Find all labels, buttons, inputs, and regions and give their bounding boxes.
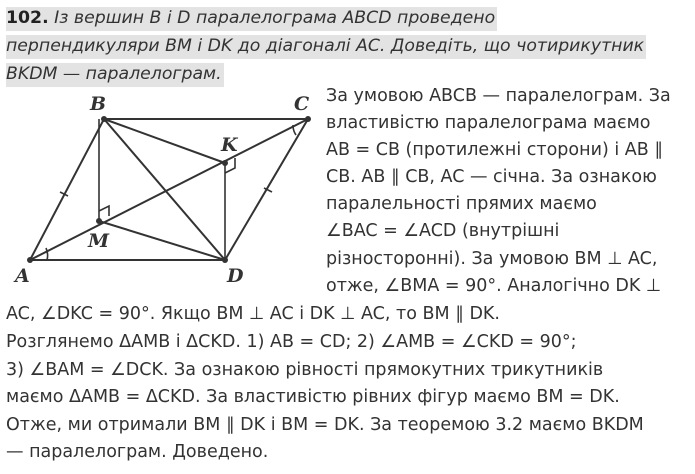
problem-statement xyxy=(6,4,645,88)
label-k: K xyxy=(221,134,238,156)
point-c xyxy=(305,116,311,122)
solution-line-5: паралельності прямих маємо xyxy=(326,194,597,214)
label-b: B xyxy=(90,93,107,115)
solution-line-3: AB = CB (протилежні сторони) і AB ∥ xyxy=(326,140,664,160)
label-a: A xyxy=(15,265,30,287)
problem-line-2: перпендикуляри BM і DK до діагоналі AC. Доведіть, що чотирикутник xyxy=(6,32,566,60)
problem-line-1: 102. Із вершин B і D паралелограма ABCD проведено xyxy=(6,4,566,32)
point-b xyxy=(101,116,107,122)
label-m: M xyxy=(88,230,110,252)
point-m xyxy=(96,218,102,224)
label-d: D xyxy=(227,265,244,287)
solution-line-14: — паралелограм. Доведено. xyxy=(6,442,269,462)
point-k xyxy=(222,160,228,166)
problem-number: 102. xyxy=(6,8,49,28)
angle-a-arc xyxy=(46,248,48,260)
solution-line-6: ∠BAC = ∠ACD (внутрішні xyxy=(326,221,560,241)
solution-line-4: CB. AB ∥ CB, AC — січна. За ознакою xyxy=(326,167,657,187)
solution-line-8: отже, ∠BMA = 90°. Аналогічно DK ⊥ xyxy=(326,276,662,296)
solution-line-9: AC, ∠DKC = 90°. Якщо BM ⊥ AC і DK ⊥ AC, то BM ∥ DK. xyxy=(6,304,500,324)
solution-line-10: Розглянемо ΔAMB і ΔCKD. 1) AB = CD; 2) ∠AMB = ∠CKD = 90°; xyxy=(6,332,577,352)
right-angle-m-mark xyxy=(99,206,109,216)
problem-line-3: BKDM — паралелограм. xyxy=(6,60,566,88)
solution-line-13: Отже, ми отримали BM ∥ DK і BM = DK. За теоремою 3.2 маємо BKDM xyxy=(6,415,644,435)
parallelogram-figure xyxy=(8,88,328,288)
point-a xyxy=(27,257,33,263)
solution-line-11: 3) ∠BAM = ∠DCK. За ознакою рівності прямокутних трикутників xyxy=(6,360,604,380)
solution-line-2: властивістю паралелограма маємо xyxy=(326,113,651,133)
solution-line-12: маємо ΔAMB = ΔCKD. За властивістю рівних фігур маємо BM = DK. xyxy=(6,387,620,407)
label-c: C xyxy=(294,93,310,115)
segment-md xyxy=(99,221,225,260)
solution-line-1: За умовою ABCB — паралелограм. За xyxy=(326,86,671,106)
point-d xyxy=(222,257,228,263)
solution-line-7: різносторонні). За умовою BM ⊥ AC, xyxy=(326,249,658,269)
